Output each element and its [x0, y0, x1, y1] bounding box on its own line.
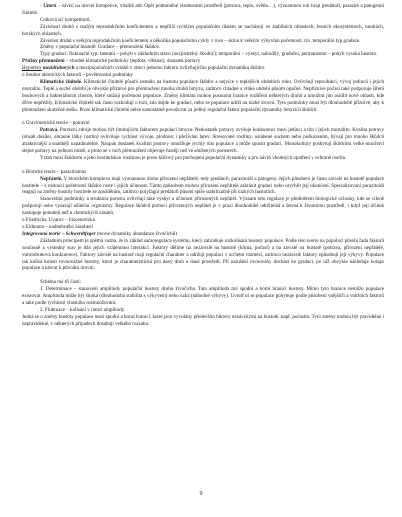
paragraph: Schéma má tři části: — [40, 279, 82, 286]
emphasis: mezidruhových — [41, 65, 75, 72]
term: Integrovaná teorie – Schwerdtfeger — [22, 230, 96, 237]
text: Potravní zdroje mohou být limitujícím faktorem populací hmyzu. Nedostatek potravy zvyšuje konkurenci mezi jedinci a tím i jejich mortalitu. Kvalita potravy (obsah dusíku, obranné látky rostlin) ovlivňuje rychlost vývoje, plodnost i přežívání larev. Stresované rostliny, oslabené suchem nebo poškozením, bývají pro mnoho škůdců atraktivnější a snadněji napadnutelné. Naopak dostatek kvalitní potravy umožňuje rychlý růst populace a může spustit gradaci. Monokultury poskytují škůdcům velké množství stejné potravy na jednom místě, a proto se v nich přemnožení objevuje častěji než ve smíšených porostech. — [22, 127, 384, 155]
paragraph: Závislosti druhů s malým reprodukčním koeficientem a nepříliš rychlým populačním růstem se nacházejí ve stabilních oblastech, lesních ekosystémech, tundrách, horských oblastech. — [22, 23, 384, 37]
term: Umrtí — [43, 3, 57, 9]
paragraph: - Umrtí – závisí na úrovni kompetice, vitalitě atd. Opět podmíněné vlastnostmi prostředí (potrava, teplo, světlo…), významnou roli hrají predátoři, parazité a patogenní činitelé. — [22, 3, 384, 16]
paragraph — [22, 127, 384, 155]
text: V biotickém komplexu mají významnou úlohu přirození nepřátelé, tedy predátoři, parazitoidi a patogeny. Jejich působení je často závislé na hustotě populace hostitele – s rostoucí početností škůdce roste i jejich účinnost. Tímto způsobem mohou přirození nepřátelé zabránit gradaci nebo urychlit její ukončení. Specializovaní parazitoidi reagují na změny hustoty hostitele se zpožděním, zatímco polyfágní predátoři působí spíše stabilizačně při nízkých hustotách. — [22, 175, 384, 196]
paragraph: Stanovištní podmínky a struktura porostu ovlivňují také výskyt a účinnost přirozených nepřátel. Význam této regulace je předmětem biologické ochrany, kde se cíleně podporují nebo vysazují užiteční organismy. Regulace škůdců pomocí přirozených nepřátel je v praxi dlouhodobě udržitelná a šetrná k životnímu prostředí, i když její účinek nastupuje pomaleji než u chemických zásahů. — [22, 196, 384, 217]
paragraph: 1. Determinace – stanovení amplitudy populační hustoty druhu živočicha. Tato amplituda má spodní a horní hranici hustoty. Mimo tyto hranice nemůže populace existovat. Amplituda může být široká (dlouhodobá stabilita s výkyvem) nebo úzká (náhodné výkyvy). Uvnitř ní se populace pohybuje podle působení vnějších a vnitřních faktorů a také podle rychlosti vlastního rozmnožování. — [22, 286, 384, 306]
paragraph: Celková síť kompetitorů. — [40, 16, 91, 23]
paragraph — [22, 79, 384, 114]
paragraph: Jedná se o změny hustoty populace mezi spodní a horní hranicí, které jsou vyvolány především faktory nezávislými na hustotě, např. počasím. Tyto změny mohou být pravidelné i nepravidelné, v některých případech dosahují velkého rozsahu. — [22, 313, 384, 327]
paragraph: Typy gradací: fluktuační typ; latentní – pohyb v základním stavu (nezjistitelný škodný); temporální – výskyt, nahodilý, gradační, permanentní – pohyb vysoká hustota. — [40, 51, 378, 58]
page-number: 9 — [199, 491, 203, 497]
text: (teorie dynamiky abundance živočichů) — [95, 230, 177, 237]
list-item: o Biotické teorie – parazitismus — [22, 168, 87, 175]
text: – závisí na úrovni kompetice, vitalitě atd. Opět podmíněné vlastnostmi prostředí (potrava, teplo, světlo…), významnou roli hrají predátoři, parazité a patogenní činitelé. — [22, 3, 384, 16]
paragraph: 2. Fluktuace – kolísání v rámci amplitudy. — [40, 306, 126, 313]
term: Hypotézy — [22, 65, 42, 72]
list-item: o Gravimetrické teorie – potravní — [22, 120, 90, 127]
spacer — [22, 162, 384, 169]
term: Klimatické činitelé. — [40, 78, 83, 85]
list-item: o Friedrichs, Uvarov – biocenotická — [22, 217, 95, 224]
list-item: o Eidmann – nadměrného zásobení — [22, 223, 93, 230]
text: a mezipopulačních vztahů v rámci jednoho faktoru ovlivňujícího populační dynamiku škůdce — [74, 65, 265, 72]
text: Klimatické činitelé působí nemálo na hustotu populace škůdce a nejvíce v teplejších obdobích roku. Ovlivňují reprodukci, vývoj jedinců i jejich mortalitu. Teplé a suché období je obvykle příznivé pro přemnožení mnoha druhů hmyzu, zatímco chladné a vlhké období působí opačně. Nepříznivé počasí také podporuje šíření houbových a bakteriálních chorob, které snižují početnost populace. Změny klimatu mohou posunout hranice rozšíření některých druhů a umožnit jim osídlit nové oblasti, kde dříve nepřežily. Klimatické činitelé tak často rozhodují o tom, zda dojde ke gradaci, nebo se populace udrží na nízké úrovni. Tyto podmínky musí být dlouhodobě příznivé, aby k přemnožení skutečně došlo. Proto klimatické činitelé nelze samostatně považovat za jediný regulační faktor populační dynamiky hmyzích škůdců. — [22, 78, 384, 113]
term: Nepřátelé. — [40, 175, 63, 182]
paragraph: Základním principem je zpětná vazba. Je to základ samoregulace systému, který zabraňuje rozkolísání hustoty populace. Podle této teorie na populaci působí řada faktorů současně a výsledný stav je dán jejich vzájemnou interakcí. Faktory dělíme na nezávislé na hustotě (klima, počasí) a na závislé na hustotě (potrava, přirození nepřátelé, vnitrodruhová konkurence). Faktory závislé na hustotě mají regulační charakter a udržují populaci v určitém rozmezí, zatímco nezávislé faktory způsobují její výkyvy. Populace tak kolísá kolem rovnovážné hustoty, která je charakteristická pro daný druh a dané prostředí. Při narušení rovnováhy dochází ke gradaci, po níž obvykle následuje kolaps populace a návrat k původní úrovni. — [22, 237, 384, 272]
paragraph: Vztah mezi škůdcem a jeho hostitelskou rostlinou je proto klíčový pro pochopení populační dynamiky a pro návrh vhodných opatření v ochraně rostlin. — [40, 154, 347, 161]
spacer — [22, 114, 384, 121]
list-item: o Soubor abiotických faktorů – povětrnostní podmínky — [22, 72, 134, 79]
spacer — [22, 272, 384, 279]
text: – vhodné klimatické podmínky (teplota, vlhkost), dostatek potravy — [64, 58, 201, 65]
paragraph: Závislost druhů s velkým reprodukčním koeficientem a několika populačními cykly v roce – sklon k velkým výkyvům početnosti, tzv. temporální typ gradace. — [40, 37, 361, 44]
term: Příčiny přemnožení — [22, 58, 65, 65]
term: Potrava. — [40, 127, 59, 134]
paragraph — [22, 231, 384, 238]
paragraph: Změny v populační hustotě: Gradace – přemnožení škůdce. — [40, 44, 160, 51]
document-body — [22, 3, 384, 328]
paragraph — [22, 176, 384, 197]
